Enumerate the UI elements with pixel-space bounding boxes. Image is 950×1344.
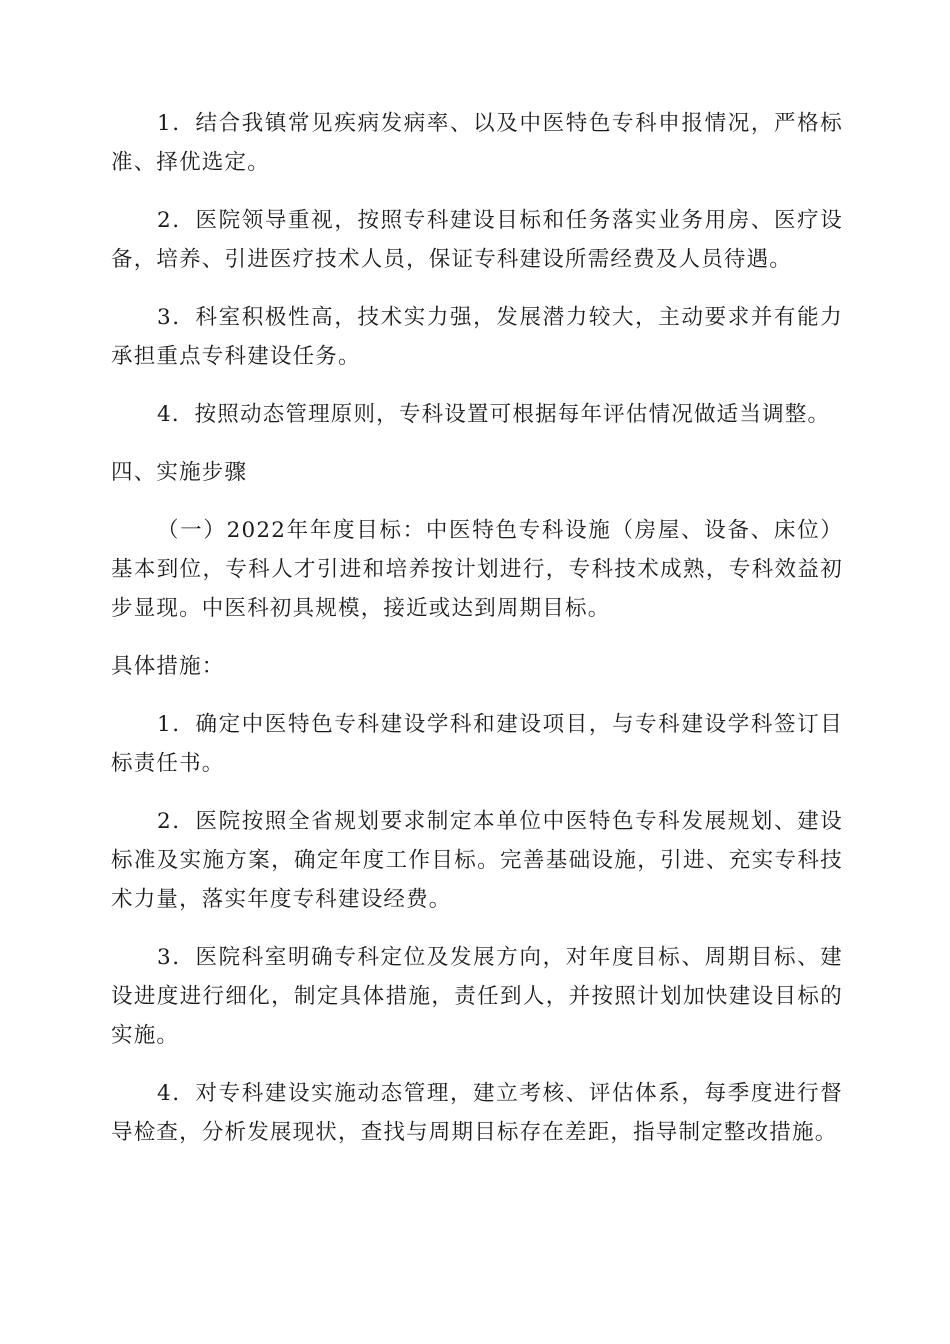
paragraph-criteria-2: 2．医院领导重视，按照专科建设目标和任务落实业务用房、医疗设备，培养、引进医疗技术人员，保证专科建设所需经费及人员待遇。	[111, 208, 843, 272]
paragraph-criteria-3: 3．科室积极性高，技术实力强，发展潜力较大，主动要求并有能力承担重点专科建设任务。	[111, 305, 843, 369]
section-heading-implementation: 四、实施步骤	[111, 460, 248, 485]
subheading-measures: 具体措施：	[111, 654, 225, 679]
paragraph-measure-4: 4．对专科建设实施动态管理，建立考核、评估体系，每季度进行督导检查，分析发展现状，查找与周期目标存在差距，指导制定整改措施。	[111, 1081, 843, 1145]
paragraph-criteria-4: 4．按照动态管理原则，专科设置可根据每年评估情况做适当调整。	[157, 402, 831, 427]
paragraph-annual-goal: （一）2022年年度目标：中医特色专科设施（房屋、设备、床位）基本到位，专科人才引进和培养按计划进行，专科技术成熟，专科效益初步显现。中医科初具规模，接近或达到周期目标。	[111, 518, 843, 621]
paragraph-measure-1: 1．确定中医特色专科建设学科和建设项目，与专科建设学科签订目标责任书。	[111, 712, 843, 776]
document-body	[111, 104, 843, 1152]
paragraph-measure-2: 2．医院按照全省规划要求制定本单位中医特色专科发展规划、建设标准及实施方案，确定年度工作目标。完善基础设施，引进、充实专科技术力量，落实年度专科建设经费。	[111, 809, 843, 912]
paragraph-criteria-1: 1．结合我镇常见疾病发病率、以及中医特色专科申报情况，严格标准、择优选定。	[111, 111, 843, 175]
paragraph-measure-3: 3．医院科室明确专科定位及发展方向，对年度目标、周期目标、建设进度进行细化，制定具体措施，责任到人，并按照计划加快建设目标的实施。	[111, 945, 843, 1048]
